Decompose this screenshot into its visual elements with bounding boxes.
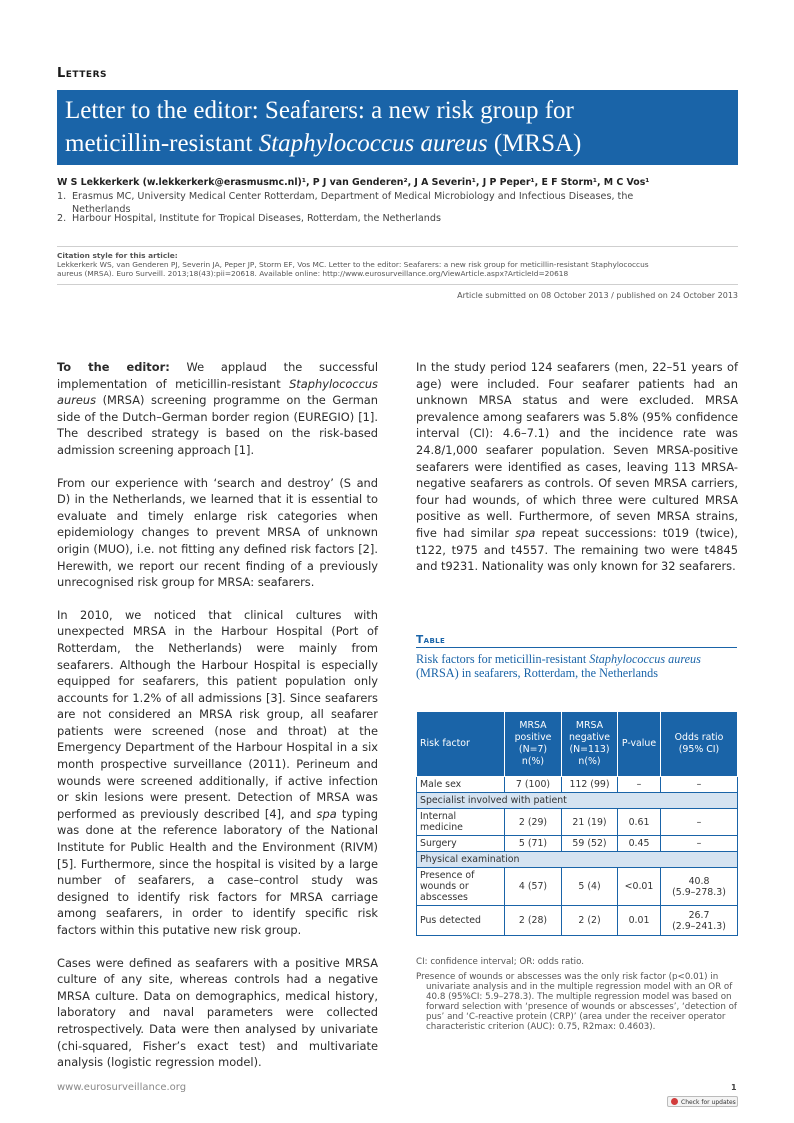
table-row: Pus detected 2 (28) 2 (2) 0.01 26.7 (2.9–241.3) <box>417 906 738 936</box>
paragraph-1: To the editor: We applaud the successful implementation of meticillin-resistant Staphylococcus aureus (MRSA) screening programme on the German side of the Dutch–German border region (EUREGIO) [1]. The described strategy is based on the risk-based admission screening approach [1]. <box>57 360 378 457</box>
citation-heading: Citation style for this article: <box>57 251 178 260</box>
risk-factor-table <box>416 711 738 936</box>
paragraph-4: Cases were defined as seafarers with a positive MRSA culture of any site, whereas controls had a negative MRSA culture. Data on demographics, medical history, laboratory and naval parameters were collected retrospectively. Data were then analysed by univariate (chi-squared, Fisher’s exact test) and multivariate analysis (logistic regression model). <box>57 955 378 1070</box>
page-number: 1 <box>731 1083 737 1092</box>
table-row: Surgery 5 (71) 59 (52) 0.45 – <box>417 836 738 852</box>
divider <box>57 284 738 285</box>
table-section-row: Physical examination <box>417 852 738 868</box>
table-note-analysis: Presence of wounds or abscesses was the only risk factor (p<0.01) in univariate analysis and in the multiple regression model with an OR of 40.8 (95%CI: 5.9–278.3). The multiple regression model was based on forward selection with ‘presence of wounds or abscesses’, ‘detection of pus’ and ‘C-reactive protein (CRP)’ (area under the receiver operator characteristic criterion (AUC): 0.75, R2max: 0.4603). <box>416 972 737 1032</box>
footer-url[interactable]: www.eurosurveillance.org <box>57 1082 187 1093</box>
paragraph-5: In the study period 124 seafarers (men, 22–51 years of age) were included. Four seafarer patients had an unknown MRSA status and were excluded. MRSA prevalence among seafarers was 5.8% (95% confidence interval (CI): 4.6–7.1) and the incidence rate was 24.8/1,000 seafarer population. Seven MRSA-positive seafarers were identified as cases, leaving 113 MRSA-negative seafarers as controls. Of seven MRSA carriers, four had wounds, of which three were cultured MRSA positive as well. Furthermore, of seven MRSA strains, five had similar spa repeat successions: t019 (twice), t122, t975 and t4557. The remaining two were t4845 and t9231. Nationality was only known for 32 seafarers. <box>416 360 738 574</box>
crossmark-icon <box>671 1098 678 1105</box>
author-list: W S Lekkerkerk (w.lekkerkerk@erasmusmc.nl)¹, P J van Genderen², J A Severin¹, J P Peper¹, E F Storm¹, M C Vos¹ <box>57 177 650 188</box>
paragraph-2: From our experience with ‘search and destroy’ (S and D) in the Netherlands, we learned that it is essential to evaluate and timely enlarge risk categories when epidemiology changes to prevent MRSA of unknown origin (MUO), i.e. not fitting any defined risk factors [2]. Herewith, we report our recent finding of a previously unrecognised risk group for MRSA: seafarers. <box>57 475 378 590</box>
table-row: Male sex 7 (100) 112 (99) – – <box>417 777 738 793</box>
table-divider <box>416 647 737 648</box>
table-note-abbreviations: CI: confidence interval; OR: odds ratio. <box>416 957 585 967</box>
table-row: Internal medicine 2 (29) 21 (19) 0.61 – <box>417 809 738 836</box>
header-mrsa-positive: MRSA positive (N=7) n(%) <box>505 712 562 777</box>
submission-date: Article submitted on 08 October 2013 / published on 24 October 2013 <box>457 291 738 300</box>
citation-text: Lekkerkerk WS, van Genderen PJ, Severin JA, Peper JP, Storm EF, Vos MC. Letter to the editor: Seafarers: a new risk group for meticillin-resistant Staphylococcus aureus (MRSA). Euro Surveill. 2013;18(43):pii=20618. Available online: http://www.eurosurveillance.org/ViewArticle.aspx?ArticleId=20618 <box>57 260 649 278</box>
header-odds-ratio: Odds ratio (95% CI) <box>661 712 738 777</box>
section-label: Letters <box>57 66 107 81</box>
table-caption: Risk factors for meticillin-resistant Staphylococcus aureus (MRSA) in seafarers, Rotterdam, the Netherlands <box>416 652 701 680</box>
left-column <box>57 359 378 1087</box>
table-header-row <box>417 712 738 777</box>
right-column <box>416 359 738 591</box>
article-title-line1: Letter to the editor: Seafarers: a new risk group for <box>65 97 574 124</box>
table-label: Table <box>416 634 446 646</box>
affiliation-1: 1. Erasmus MC, University Medical Center Rotterdam, Department of Medical Microbiology and Infectious Diseases, the Netherlands <box>57 191 634 215</box>
article-title-banner <box>57 90 738 165</box>
paragraph-3: In 2010, we noticed that clinical cultures with unexpected MRSA in the Harbour Hospital (Port of Rotterdam, the Netherlands) were mainly from seafarers. Although the Harbour Hospital is especially equipped for seafarers, this patient population only accounts for 1.2% of all admissions [3]. Since seafarers are not considered an MRSA risk group, all seafarer patients were screened (nose and throat) at the Emergency Department of the Harbour Hospital in a six month prospective surveillance (2011). Perineum and wounds were screened additionally, if active infection or skin lesions were present. Detection of MRSA was performed as previously described [4], and spa typing was done at the reference laboratory of the National Institute for Public Health and the Environment (RIVM) [5]. Furthermore, since the hospital is visited by a large number of seafarers, a case–control study was designed to identify risk factors for MRSA carriage among seafarers, in order to identify specific risk factors within this putative new risk group. <box>57 607 378 937</box>
table-section-row: Specialist involved with patient <box>417 793 738 809</box>
header-mrsa-negative: MRSA negative (N=113) n(%) <box>562 712 618 777</box>
divider <box>57 246 738 247</box>
header-p-value: P-value <box>618 712 661 777</box>
check-for-updates-button[interactable]: Check for updates <box>667 1096 738 1107</box>
article-title-line2: meticillin-resistant Staphylococcus aureus (MRSA) <box>65 130 582 157</box>
affiliation-2: 2. Harbour Hospital, Institute for Tropical Diseases, Rotterdam, the Netherlands <box>57 213 441 224</box>
table-row: Presence of wounds or abscesses 4 (57) 5 (4) <0.01 40.8 (5.9–278.3) <box>417 868 738 906</box>
header-risk-factor: Risk factor <box>417 712 505 777</box>
